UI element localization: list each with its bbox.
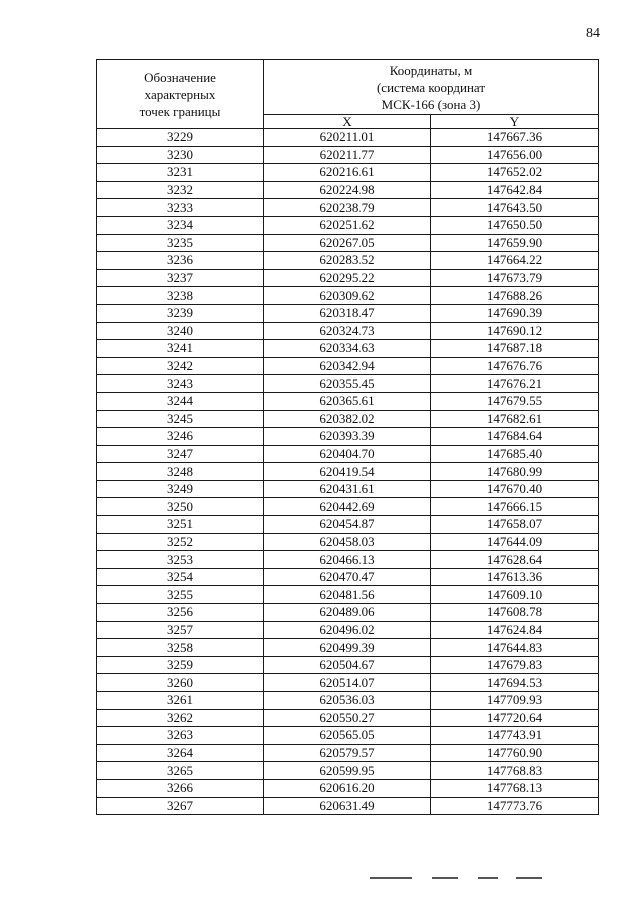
y-coordinate-cell: 147666.15 (431, 498, 599, 516)
point-id-cell: 3262 (97, 709, 264, 727)
y-coordinate-cell: 147673.79 (431, 269, 599, 287)
table-row (97, 498, 599, 516)
x-column-header: X (264, 115, 431, 129)
table-row (97, 480, 599, 498)
x-coordinate-cell: 620466.13 (264, 551, 431, 569)
y-coordinate-cell: 147613.36 (431, 568, 599, 586)
x-coordinate-cell: 620550.27 (264, 709, 431, 727)
x-coordinate-cell: 620565.05 (264, 727, 431, 745)
y-coordinate-cell: 147690.12 (431, 322, 599, 340)
x-coordinate-cell: 620419.54 (264, 463, 431, 481)
y-coordinate-cell: 147676.76 (431, 357, 599, 375)
point-id-cell: 3259 (97, 656, 264, 674)
y-coordinate-cell: 147659.90 (431, 234, 599, 252)
x-coordinate-cell: 620579.57 (264, 744, 431, 762)
x-coordinate-cell: 620458.03 (264, 533, 431, 551)
x-coordinate-cell: 620324.73 (264, 322, 431, 340)
table-row (97, 252, 599, 270)
y-coordinate-cell: 147720.64 (431, 709, 599, 727)
x-coordinate-cell: 620393.39 (264, 428, 431, 446)
point-id-cell: 3255 (97, 586, 264, 604)
y-coordinate-cell: 147643.50 (431, 199, 599, 217)
x-coordinate-cell: 620283.52 (264, 252, 431, 270)
y-coordinate-cell: 147709.93 (431, 692, 599, 710)
x-coordinate-cell: 620431.61 (264, 480, 431, 498)
table-row (97, 322, 599, 340)
table-row (97, 604, 599, 622)
y-coordinate-cell: 147687.18 (431, 340, 599, 358)
point-id-cell: 3247 (97, 445, 264, 463)
table-row (97, 445, 599, 463)
x-coordinate-cell: 620251.62 (264, 216, 431, 234)
point-id-cell: 3236 (97, 252, 264, 270)
x-coordinate-cell: 620631.49 (264, 797, 431, 815)
x-coordinate-cell: 620599.95 (264, 762, 431, 780)
table-row (97, 269, 599, 287)
table-row (97, 674, 599, 692)
point-id-cell: 3250 (97, 498, 264, 516)
y-coordinate-cell: 147682.61 (431, 410, 599, 428)
table-row (97, 199, 599, 217)
y-coordinate-cell: 147773.76 (431, 797, 599, 815)
y-coordinate-cell: 147644.83 (431, 639, 599, 657)
y-coordinate-cell: 147664.22 (431, 252, 599, 270)
point-id-cell: 3234 (97, 216, 264, 234)
x-coordinate-cell: 620334.63 (264, 340, 431, 358)
table-row (97, 568, 599, 586)
table-body (97, 129, 599, 815)
table-row (97, 146, 599, 164)
table-row (97, 709, 599, 727)
coordinates-table (96, 59, 599, 815)
table-row (97, 727, 599, 745)
y-coordinate-cell: 147650.50 (431, 216, 599, 234)
point-id-cell: 3243 (97, 375, 264, 393)
y-coordinate-cell: 147679.55 (431, 392, 599, 410)
x-coordinate-cell: 620496.02 (264, 621, 431, 639)
y-coordinate-cell: 147644.09 (431, 533, 599, 551)
table-row (97, 762, 599, 780)
point-header-line-1: Обозначение (144, 69, 216, 85)
table-row (97, 304, 599, 322)
point-id-cell: 3233 (97, 199, 264, 217)
point-id-cell: 3251 (97, 516, 264, 534)
y-coordinate-cell: 147679.83 (431, 656, 599, 674)
point-id-cell: 3242 (97, 357, 264, 375)
table-row (97, 779, 599, 797)
table-row (97, 428, 599, 446)
y-coordinate-cell: 147652.02 (431, 164, 599, 182)
table-row (97, 692, 599, 710)
point-id-cell: 3230 (97, 146, 264, 164)
x-coordinate-cell: 620489.06 (264, 604, 431, 622)
table-row (97, 340, 599, 358)
table-row (97, 463, 599, 481)
coords-header-line-3: МСК-166 (зона 3) (381, 96, 481, 112)
table-row (97, 234, 599, 252)
point-id-cell: 3241 (97, 340, 264, 358)
coords-header-line-1: Координаты, м (389, 62, 473, 78)
x-coordinate-cell: 620499.39 (264, 639, 431, 657)
table-row (97, 516, 599, 534)
x-coordinate-cell: 620342.94 (264, 357, 431, 375)
x-coordinate-cell: 620238.79 (264, 199, 431, 217)
y-coordinate-cell: 147670.40 (431, 480, 599, 498)
x-coordinate-cell: 620267.05 (264, 234, 431, 252)
y-coordinate-cell: 147684.64 (431, 428, 599, 446)
y-coordinate-cell: 147628.64 (431, 551, 599, 569)
table-row (97, 164, 599, 182)
table-row (97, 656, 599, 674)
x-coordinate-cell: 620309.62 (264, 287, 431, 305)
y-coordinate-cell: 147609.10 (431, 586, 599, 604)
y-coordinate-cell: 147658.07 (431, 516, 599, 534)
point-id-cell: 3237 (97, 269, 264, 287)
table-row (97, 129, 599, 147)
point-id-cell: 3265 (97, 762, 264, 780)
point-header-line-2: характерных (144, 86, 216, 102)
x-coordinate-cell: 620470.47 (264, 568, 431, 586)
y-coordinate-cell: 147680.99 (431, 463, 599, 481)
y-coordinate-cell: 147624.84 (431, 621, 599, 639)
x-coordinate-cell: 620224.98 (264, 181, 431, 199)
x-coordinate-cell: 620318.47 (264, 304, 431, 322)
x-coordinate-cell: 620404.70 (264, 445, 431, 463)
coordinates-header (264, 60, 599, 115)
y-coordinate-cell: 147690.39 (431, 304, 599, 322)
point-id-cell: 3252 (97, 533, 264, 551)
page-number: 84 (586, 26, 600, 41)
point-id-cell: 3246 (97, 428, 264, 446)
y-coordinate-cell: 147694.53 (431, 674, 599, 692)
point-id-cell: 3232 (97, 181, 264, 199)
point-designation-header (97, 60, 264, 129)
point-id-cell: 3261 (97, 692, 264, 710)
table-row (97, 639, 599, 657)
point-id-cell: 3249 (97, 480, 264, 498)
x-coordinate-cell: 620211.01 (264, 129, 431, 147)
table-row (97, 797, 599, 815)
table-row (97, 551, 599, 569)
x-coordinate-cell: 620536.03 (264, 692, 431, 710)
point-id-cell: 3245 (97, 410, 264, 428)
point-id-cell: 3254 (97, 568, 264, 586)
y-coordinate-cell: 147768.83 (431, 762, 599, 780)
x-coordinate-cell: 620355.45 (264, 375, 431, 393)
x-coordinate-cell: 620454.87 (264, 516, 431, 534)
point-id-cell: 3244 (97, 392, 264, 410)
table-row (97, 410, 599, 428)
x-coordinate-cell: 620211.77 (264, 146, 431, 164)
y-coordinate-cell: 147676.21 (431, 375, 599, 393)
x-coordinate-cell: 620504.67 (264, 656, 431, 674)
x-coordinate-cell: 620365.61 (264, 392, 431, 410)
point-id-cell: 3240 (97, 322, 264, 340)
point-id-cell: 3257 (97, 621, 264, 639)
y-coordinate-cell: 147667.36 (431, 129, 599, 147)
point-id-cell: 3263 (97, 727, 264, 745)
point-id-cell: 3264 (97, 744, 264, 762)
y-coordinate-cell: 147608.78 (431, 604, 599, 622)
table-row (97, 744, 599, 762)
table-row (97, 533, 599, 551)
y-coordinate-cell: 147685.40 (431, 445, 599, 463)
table-row (97, 216, 599, 234)
table-row (97, 181, 599, 199)
x-coordinate-cell: 620216.61 (264, 164, 431, 182)
x-coordinate-cell: 620514.07 (264, 674, 431, 692)
table-row (97, 375, 599, 393)
x-coordinate-cell: 620481.56 (264, 586, 431, 604)
table-row (97, 586, 599, 604)
y-column-header: Y (431, 115, 599, 129)
point-id-cell: 3267 (97, 797, 264, 815)
point-id-cell: 3260 (97, 674, 264, 692)
point-header-line-3: точек границы (139, 103, 221, 119)
y-coordinate-cell: 147642.84 (431, 181, 599, 199)
point-id-cell: 3231 (97, 164, 264, 182)
point-id-cell: 3235 (97, 234, 264, 252)
table-row (97, 357, 599, 375)
point-id-cell: 3253 (97, 551, 264, 569)
point-id-cell: 3229 (97, 129, 264, 147)
coords-header-line-2: (система координат (376, 79, 486, 95)
point-id-cell: 3258 (97, 639, 264, 657)
y-coordinate-cell: 147760.90 (431, 744, 599, 762)
y-coordinate-cell: 147743.91 (431, 727, 599, 745)
y-coordinate-cell: 147688.26 (431, 287, 599, 305)
x-coordinate-cell: 620616.20 (264, 779, 431, 797)
table-row (97, 392, 599, 410)
point-id-cell: 3266 (97, 779, 264, 797)
point-id-cell: 3239 (97, 304, 264, 322)
y-coordinate-cell: 147768.13 (431, 779, 599, 797)
point-id-cell: 3256 (97, 604, 264, 622)
table-row (97, 621, 599, 639)
y-coordinate-cell: 147656.00 (431, 146, 599, 164)
table-row (97, 287, 599, 305)
x-coordinate-cell: 620442.69 (264, 498, 431, 516)
x-coordinate-cell: 620295.22 (264, 269, 431, 287)
point-id-cell: 3238 (97, 287, 264, 305)
point-id-cell: 3248 (97, 463, 264, 481)
x-coordinate-cell: 620382.02 (264, 410, 431, 428)
